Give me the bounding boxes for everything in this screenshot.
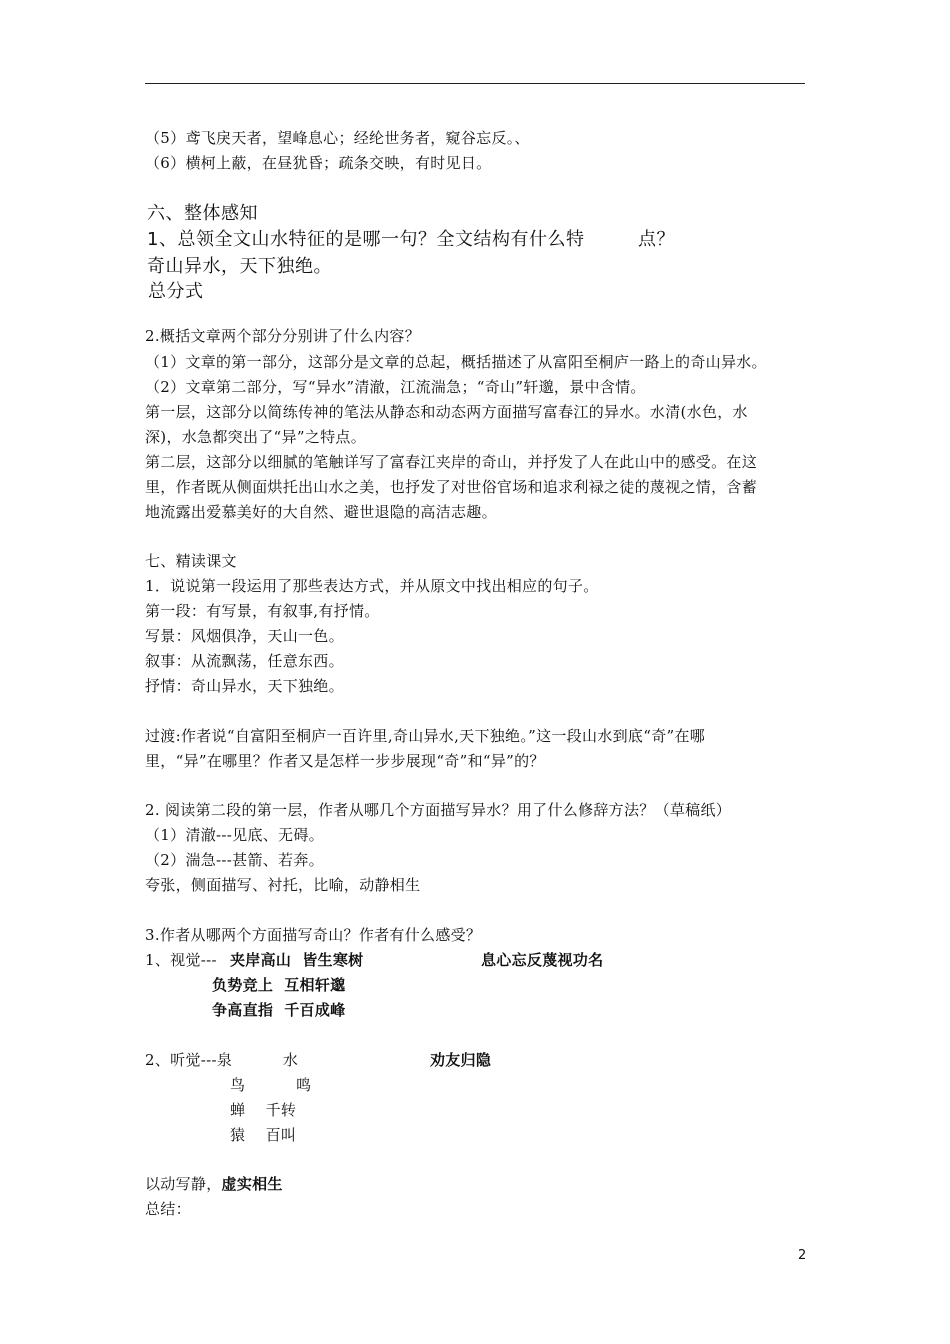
text-line: 地流露出爱慕美好的大自然、避世退隐的高洁志趣。: [145, 503, 497, 521]
summary-label: 总结：: [145, 1200, 191, 1218]
text-line: （2）文章第二部分，写“异水”清澈，江流湍急；“奇山”轩邈，景中含情。: [145, 378, 646, 396]
header-rule: [145, 83, 805, 84]
text-line: （2）湍急---甚箭、若奔。: [145, 851, 324, 869]
transition-line: 里，“异”在哪里？作者又是怎样一步步展现“奇”和“异”的？: [145, 752, 545, 770]
hearing-item: 鸟 鸣: [230, 1076, 312, 1094]
question-2: 2.概括文章两个部分分别讲了什么内容？: [145, 327, 421, 345]
page-number: 2: [798, 1248, 807, 1263]
text-line: （6）横柯上蔽，在昼犹昏；疏条交映，有时见日。: [145, 154, 492, 172]
section-heading-6: 六、整体感知: [147, 203, 258, 224]
text-line: （1）清澈---见底、无碍。: [145, 826, 324, 844]
answer-line: 奇山异水，天下独绝。: [147, 256, 332, 277]
text-line: 第一段：有写景，有叙事,有抒情。: [145, 602, 380, 620]
text-line: 第一层，这部分以简练传神的笔法从静态和动态两方面描写富春江的异水。水清(水色，水: [145, 403, 748, 421]
question-1-tail: 点？: [638, 229, 675, 250]
visual-item: 负势竞上 互相轩邈: [212, 976, 346, 994]
text-line: （5）鸢飞戾天者，望峰息心；经纶世务者，窥谷忘反。、: [145, 129, 530, 147]
hearing-label: 2、听觉---泉 水: [145, 1051, 299, 1069]
text-line: 里，作者既从侧面烘托出山水之美，也抒发了对世俗官场和追求利禄之徒的蔑视之情，含蓄: [145, 478, 758, 496]
hearing-item: 蝉 千转: [230, 1101, 297, 1119]
text-line: （1）文章的第一部分，这部分是文章的总起，概括描述了从富阳至桐庐一路上的奇山异水。: [145, 353, 767, 371]
conclusion-plain: 以动写静，: [145, 1175, 222, 1193]
text-line: 深)，水急都突出了“异”之特点。: [145, 428, 366, 446]
text-line: 抒情：奇山异水，天下独绝。: [145, 677, 344, 695]
text-line: 叙事：从流飘荡，任意东西。: [145, 652, 344, 670]
text-line: 夸张，侧面描写、衬托，比喻，动静相生: [145, 876, 421, 894]
section-heading-7: 七、精读课文: [145, 552, 237, 570]
hearing-feeling: 劝友归隐: [430, 1051, 492, 1069]
conclusion-line: [145, 1174, 283, 1194]
transition-line: 过渡:作者说“自富阳至桐庐一百许里,奇山异水,天下独绝。”这一段山水到底“奇”在哪: [145, 727, 706, 745]
question-3-reading: 3.作者从哪两个方面描写奇山？作者有什么感受？: [145, 926, 482, 944]
visual-item: 争高直指 千百成峰: [212, 1001, 346, 1019]
visual-item: 夹岸高山 皆生寒树: [230, 951, 364, 969]
question-1: 1、总领全文山水特征的是哪一句？全文结构有什么特: [147, 229, 585, 250]
conclusion-bold: 虚实相生: [221, 1175, 283, 1193]
hearing-item: 猿 百叫: [230, 1126, 297, 1144]
visual-label: 1、视觉---: [145, 951, 217, 969]
visual-feeling: 息心忘反蔑视功名: [481, 951, 604, 969]
answer-line: 总分式: [148, 281, 204, 302]
question-1-reading: 1．说说第一段运用了那些表达方式，并从原文中找出相应的句子。: [145, 577, 599, 595]
question-2-reading: 2. 阅读第二段的第一层，作者从哪几个方面描写异水？用了什么修辞方法？（草稿纸）: [145, 801, 732, 819]
text-line: 写景：风烟俱净，天山一色。: [145, 627, 344, 645]
text-line: 第二层，这部分以细腻的笔触详写了富春江夹岸的奇山，并抒发了人在此山中的感受。在这: [145, 453, 758, 471]
